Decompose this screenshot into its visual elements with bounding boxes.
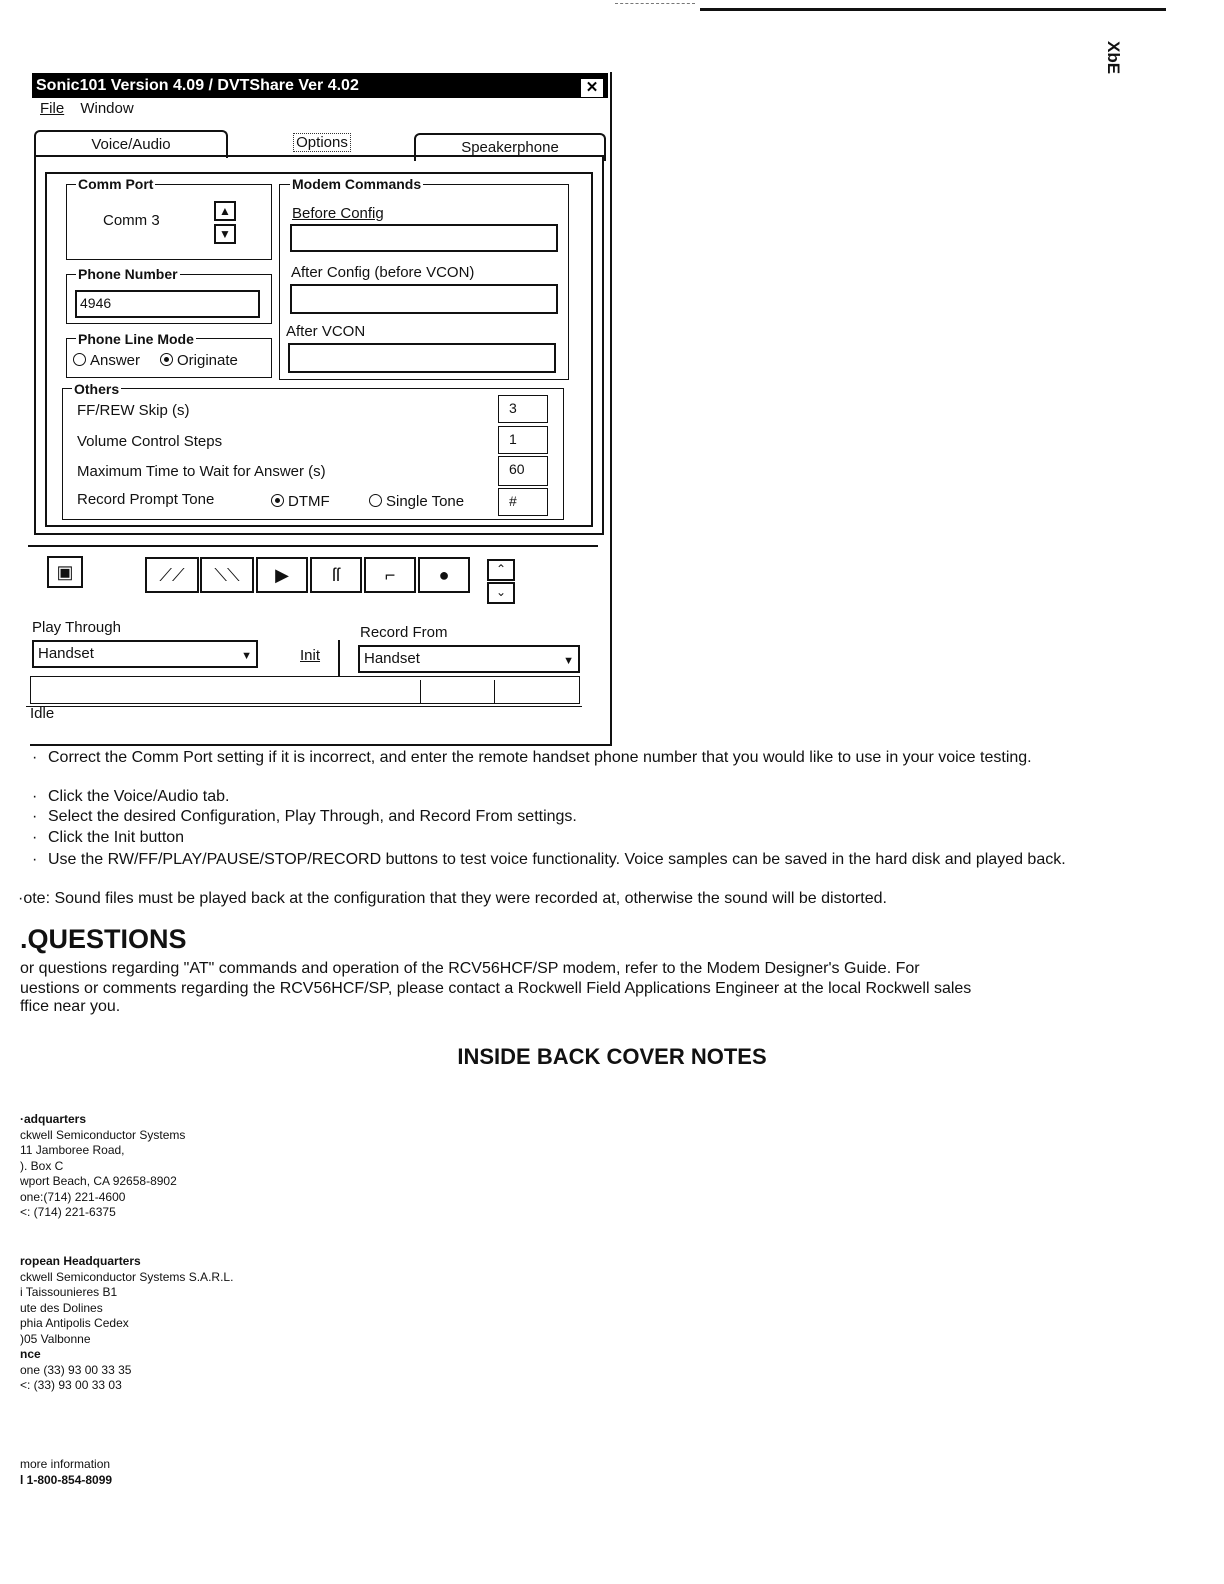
others-title: Others xyxy=(74,381,120,397)
dropdown-arrow-icon: ▼ xyxy=(563,655,574,667)
instruction-1: Correct the Comm Port setting if it is incorrect, and enter the remote handset phone number that you would like to use in your voice testing. xyxy=(48,749,1032,766)
euro-hq-line: nce xyxy=(20,1347,41,1361)
tab-voice-audio[interactable] xyxy=(34,130,228,158)
euro-hq-line: phia Antipolis Cedex xyxy=(20,1316,129,1330)
menu-file[interactable]: File xyxy=(40,100,65,117)
ff-rew-label: FF/REW Skip (s) xyxy=(77,402,190,419)
close-icon[interactable]: ✕ xyxy=(580,78,604,98)
tab-label: Speakerphone xyxy=(461,139,559,156)
single-tone-label: Single Tone xyxy=(386,493,465,510)
hq-line: one:(714) 221-4600 xyxy=(20,1189,126,1204)
prompt-tone-label: Record Prompt Tone xyxy=(77,491,215,508)
before-config-field[interactable] xyxy=(290,224,558,252)
instruction-5: Use the RW/FF/PLAY/PAUSE/STOP/RECORD buttons to test voice functionality. Voice samples can be saved in the hard disk and played back. xyxy=(48,851,1066,868)
euro-hq-line: <: (33) 93 00 33 03 xyxy=(20,1378,122,1392)
menu-window[interactable]: Window xyxy=(80,100,134,117)
phone-number-title: Phone Number xyxy=(78,266,178,282)
bullet: · xyxy=(32,808,38,825)
menu-bar xyxy=(40,100,146,117)
after-vcon-field[interactable] xyxy=(288,343,556,373)
corner-mark: XbE xyxy=(1104,41,1123,75)
euro-hq-title: ropean Headquarters xyxy=(20,1254,141,1268)
top-rule xyxy=(700,8,1166,11)
chevron-up-icon[interactable]: ⌃ xyxy=(487,559,515,581)
after-config-label: After Config (before VCON) xyxy=(291,264,475,281)
stop-button[interactable]: ⌐ xyxy=(364,557,416,593)
questions-heading: .QUESTIONS xyxy=(20,924,187,954)
top-rule-dashed xyxy=(615,3,695,5)
play-through-select[interactable] xyxy=(32,640,258,668)
hq-line: 11 Jamboree Road, xyxy=(20,1143,125,1157)
cover-heading: INSIDE BACK COVER NOTES xyxy=(457,1044,767,1069)
euro-hq-line: )05 Valbonne xyxy=(20,1331,91,1346)
init-button[interactable]: Init xyxy=(300,647,321,664)
bullet: · xyxy=(32,829,38,846)
hq-line: wport Beach, CA 92658-8902 xyxy=(20,1174,177,1188)
more-info-line: more information xyxy=(20,1457,111,1471)
after-vcon-label: After VCON xyxy=(286,323,366,340)
instruction-3: Select the desired Configuration, Play Through, and Record From settings. xyxy=(48,808,577,825)
chevron-up-icon[interactable]: ▲ xyxy=(214,201,236,221)
chevron-down-icon[interactable]: ▼ xyxy=(214,224,236,244)
tab-options[interactable] xyxy=(230,128,414,156)
status-text: Idle xyxy=(30,705,55,722)
bullet: · xyxy=(32,749,38,766)
max-time-field[interactable]: 60 xyxy=(498,456,548,486)
more-info xyxy=(20,1457,220,1488)
status-rule xyxy=(26,706,582,707)
divider xyxy=(338,640,340,676)
instruction-4: Click the Init button xyxy=(48,829,185,846)
chevron-down-icon[interactable]: ⌄ xyxy=(487,582,515,604)
record-from-value: Handset xyxy=(364,650,420,667)
euro-hq-line: ckwell Semiconductor Systems S.A.R.L. xyxy=(20,1269,234,1284)
max-time-label: Maximum Time to Wait for Answer (s) xyxy=(77,463,326,480)
play-button[interactable]: ▶ xyxy=(256,557,308,593)
hq-line: ). Box C xyxy=(20,1158,64,1173)
phone-number-field[interactable]: 4946 xyxy=(75,290,260,318)
status-divider xyxy=(494,680,495,704)
radio-on-icon xyxy=(271,494,284,507)
hq-address xyxy=(20,1112,320,1221)
hq-title: ·adquarters xyxy=(20,1112,87,1126)
questions-line-3: ffice near you. xyxy=(20,998,121,1015)
questions-line-1: or questions regarding "AT" commands and operation of the RCV56HCF/SP modem, refer to the Modem Designer's Guide. For xyxy=(20,960,920,977)
folder-icon[interactable]: ▣ xyxy=(47,556,83,588)
record-from-select[interactable] xyxy=(358,645,580,673)
bullet: · xyxy=(32,788,38,805)
record-button[interactable]: ● xyxy=(418,557,470,593)
answer-radio[interactable] xyxy=(73,352,140,369)
originate-label: Originate xyxy=(177,352,238,369)
play-through-value: Handset xyxy=(38,645,94,662)
pause-button[interactable]: ſſ xyxy=(310,557,362,593)
fast-forward-button[interactable]: ⟍⟍ xyxy=(200,557,254,593)
questions-line-2: uestions or comments regarding the RCV56HCF/SP, please contact a Rockwell Field Applications Engineer at the local Rockwell sales xyxy=(20,980,972,997)
note: ·ote: Sound files must be played back at the configuration that they were recorded at, otherwise the sound will be distorted. xyxy=(18,890,887,907)
volume-label: Volume Control Steps xyxy=(77,433,223,450)
status-divider xyxy=(420,680,421,704)
ff-rew-field[interactable]: 3 xyxy=(498,395,548,423)
euro-hq-line: one (33) 93 00 33 35 xyxy=(20,1362,132,1377)
euro-hq-line: i Taissounieres B1 xyxy=(20,1285,118,1299)
dtmf-radio[interactable] xyxy=(271,493,330,510)
dtmf-label: DTMF xyxy=(288,493,330,510)
prompt-tone-field[interactable]: # xyxy=(498,488,548,516)
more-info-phone: l 1-800-854-8099 xyxy=(20,1472,113,1487)
after-config-field[interactable] xyxy=(290,284,558,314)
instruction-2: Click the Voice/Audio tab. xyxy=(48,788,230,805)
dropdown-arrow-icon: ▼ xyxy=(241,650,252,662)
record-from-label: Record From xyxy=(360,624,448,641)
phone-line-mode-title: Phone Line Mode xyxy=(78,331,194,347)
euro-hq-line: ute des Dolines xyxy=(20,1300,103,1315)
hq-line: <: (714) 221-6375 xyxy=(20,1205,116,1219)
radio-off-icon xyxy=(369,494,382,507)
status-strip xyxy=(30,676,580,704)
hq-line: ckwell Semiconductor Systems xyxy=(20,1127,186,1142)
answer-label: Answer xyxy=(90,352,141,369)
window-title: Sonic101 Version 4.09 / DVTShare Ver 4.02 xyxy=(32,73,608,98)
play-through-label: Play Through xyxy=(32,619,121,636)
comm-port-value: Comm 3 xyxy=(103,212,160,229)
euro-hq-address xyxy=(20,1254,340,1394)
comm-port-title: Comm Port xyxy=(78,176,154,192)
bullet: · xyxy=(32,851,38,868)
modem-commands-title: Modem Commands xyxy=(292,176,422,192)
tab-label: Voice/Audio xyxy=(91,136,171,153)
volume-field[interactable]: 1 xyxy=(498,426,548,454)
radio-off-icon xyxy=(73,353,86,366)
tab-label: Options xyxy=(293,133,351,152)
originate-radio[interactable] xyxy=(160,352,238,369)
rewind-button[interactable]: ⟋⟋ xyxy=(145,557,199,593)
before-config-label: Before Config xyxy=(292,205,384,222)
comm-port-group xyxy=(66,184,272,260)
radio-on-icon xyxy=(160,353,173,366)
single-tone-radio[interactable] xyxy=(369,493,464,510)
